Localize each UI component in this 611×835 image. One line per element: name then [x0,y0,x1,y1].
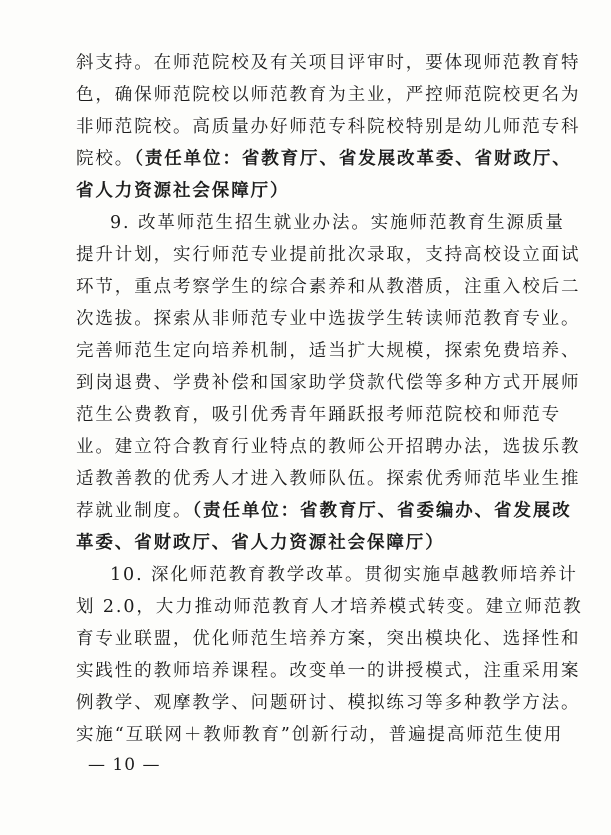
line-segment: 院校。 [76,149,135,169]
text-line [76,116,581,138]
text-line [76,500,572,522]
page-number: — 10 — [88,755,161,775]
text-line [76,436,581,458]
line-segment: 荐就业制度。 [76,501,193,521]
line-segment: 划 2.0，大力推动师范教育人才培养模式转变。建立师范教 [76,597,583,617]
line-segment: 范生公费教育，吸引优秀青年踊跃报考师范院校和师范专 [76,405,561,425]
line-segment: 实践性的教师培养课程。改变单一的讲授模式，注重采用案 [76,661,581,681]
text-line [76,244,581,266]
line-segment: 9. 改革师范生招生就业办法。实施师范教育生源质量 [110,213,565,233]
line-segment: 色，确保师范院校以师范教育为主业，严控师范院校更名为 [76,85,581,105]
text-line [76,532,546,554]
line-segment: 非师范院校。高质量办好师范专科院校特别是幼儿师范专科 [76,117,581,137]
line-segment: 实施“互联网＋教师教育”创新行动，普遍提高师范生使用 [76,725,564,745]
line-segment: 业。建立符合教育行业特点的教师公开招聘办法，选拔乐教 [76,437,581,457]
line-segment: 10. 深化师范教育教学改革。贯彻实施卓越教师培养计 [110,565,578,585]
line-segment: 例教学、观摩教学、问题研讨、模拟练习等多种教学方法。 [76,693,581,713]
line-segment: 提升计划，实行师范专业提前批次录取，支持高校设立面试 [76,245,581,265]
text-line [76,148,572,170]
text-line [76,660,581,682]
line-segment: 完善师范生定向培养机制，适当扩大规模，探索免费培养、 [76,341,581,361]
line-segment: 次选拔。探索从非师范专业中选拔学生转读师范教育专业。 [76,309,581,329]
responsible-units-text: （责任单位：省教育厅、省发展改革委、省财政厅、 [134,149,572,169]
responsible-units-text: （责任单位：省教育厅、省委编办、省发展改 [192,501,572,521]
text-line [76,404,561,426]
text-line [76,84,581,106]
text-line [76,372,581,394]
text-line [76,596,583,618]
line-segment: 育专业联盟，优化师范生培养方案，突出模块化、选择性和 [76,629,581,649]
responsible-units-text: 省人力资源社会保障厅） [76,181,290,201]
line-segment: 到岗退费、学费补偿和国家助学贷款代偿等多种方式开展师 [76,373,581,393]
text-line [76,692,581,714]
text-line [110,212,565,234]
text-line [76,308,581,330]
text-line [76,628,581,650]
text-line [76,180,546,202]
text-line [110,564,578,586]
text-line [76,468,581,490]
text-line [76,276,581,298]
line-segment: 适教善教的优秀人才进入教师队伍。探索优秀师范毕业生推 [76,469,581,489]
responsible-units-text: 革委、省财政厅、省人力资源社会保障厅） [76,533,445,553]
text-line [76,52,581,74]
text-line [76,724,564,746]
line-segment: 环节，重点考察学生的综合素养和从教潜质，注重入校后二 [76,277,581,297]
line-segment: 斜支持。在师范院校及有关项目评审时，要体现师范教育特 [76,53,581,73]
text-line [76,340,581,362]
